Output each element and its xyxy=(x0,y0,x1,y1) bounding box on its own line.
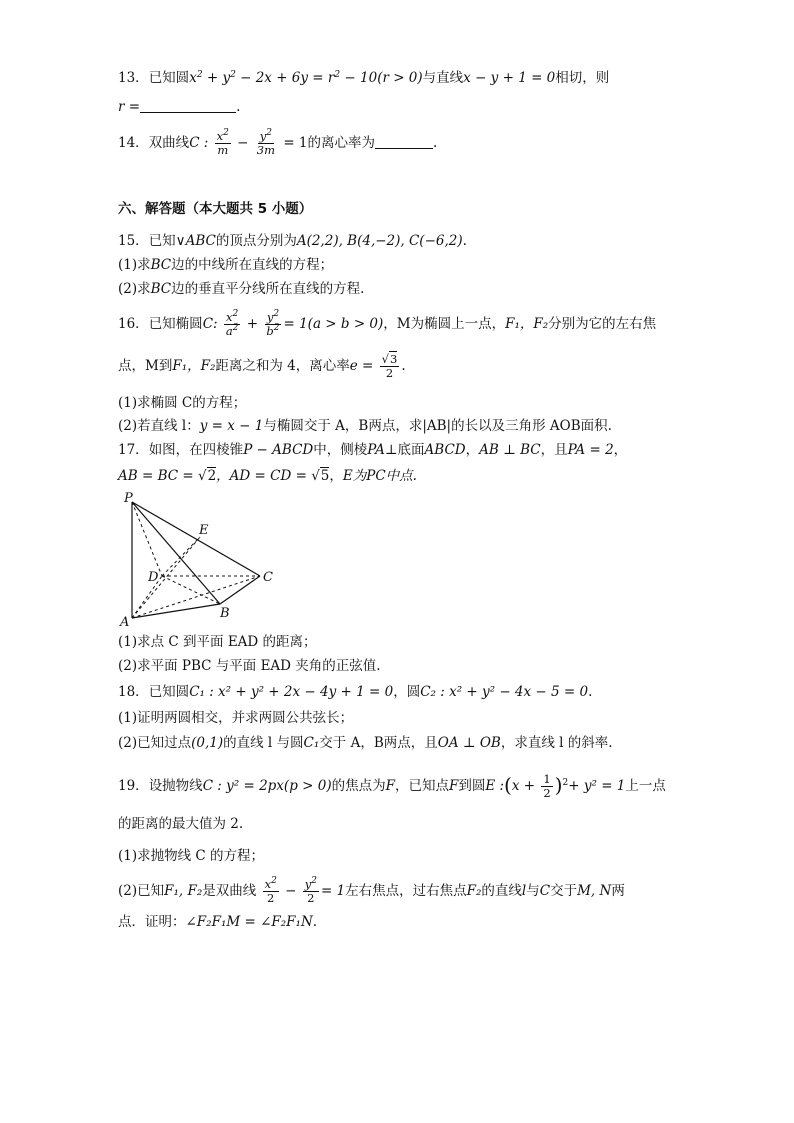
fraction-y2-over-b2: $\frac{y^2}{b^2}$ xyxy=(266,309,280,338)
question-19-line-2: 的距离的最大值为 2. xyxy=(118,816,244,832)
section-title: 六、解答题（本大题共 5 小题） xyxy=(118,201,313,217)
fraction-x2-over-m: $\frac{x^2}{m}$ xyxy=(216,128,229,157)
fraction-x2-over-2: $\frac{x^2}{2}$ xyxy=(264,876,277,905)
question-19: 19．设抛物线C : y² = 2px(p > 0)的焦点为F，已知点F到圆E :(x + $\frac{1}{2}$ )$^2$+ y² = 1上一点 xyxy=(118,772,666,800)
label-P: P xyxy=(124,491,133,506)
label-D: D xyxy=(148,570,159,585)
edge-PC xyxy=(132,502,260,576)
question-16-part-1: (1)求椭圆 C的方程； xyxy=(118,395,247,411)
pyramid-figure xyxy=(116,488,286,630)
fraction-x2-over-a2: $\frac{x^2}{a^2}$ xyxy=(225,309,239,338)
edge-PD xyxy=(132,502,162,576)
question-19-line-3: 点．证明：∠F₂F₁M = ∠F₂F₁N. xyxy=(118,914,318,930)
label-E: E xyxy=(199,523,209,538)
label-C: C xyxy=(263,570,273,585)
question-15-part-1: (1)求BC边的中线所在直线的方程； xyxy=(118,257,334,273)
question-13-answer: r = . xyxy=(118,99,241,115)
question-17: 17．如图，在四棱锥P − ABCD中，侧棱PA⊥底面ABCD，AB ⊥ BC，且PA = 2， xyxy=(118,442,628,458)
question-18-part-1: (1)证明两圆相交，并求两圆公共弦长； xyxy=(118,710,354,726)
question-18-part-2: (2)已知过点(0,1)的直线 l 与圆C₁交于 A，B两点，且OA ⊥ OB，求直线 l 的斜率. xyxy=(118,735,613,751)
question-17-line-2: AB = BC = √2，AD = CD = √5，E为PC中点. xyxy=(118,468,417,484)
question-17-part-1: (1)求点 C 到平面 EAD 的距离； xyxy=(118,634,317,650)
edge-AE xyxy=(132,537,200,618)
question-14: 14．双曲线C : $\frac{x^2}{m}$ − $\frac{y^2}{3m}$ = 1的离心率为 . xyxy=(118,128,438,157)
edge-AB xyxy=(132,604,220,618)
question-19-part-1: (1)求抛物线 C 的方程； xyxy=(118,848,265,864)
edge-BC xyxy=(220,576,260,604)
fraction-y2-over-2: $\frac{y^2}{2}$ xyxy=(304,876,317,905)
fraction-y2-over-3m: $\frac{y^2}{3m}$ xyxy=(256,128,276,157)
answer-blank[interactable] xyxy=(375,134,433,149)
edge-DB xyxy=(162,576,220,604)
label-A: A xyxy=(120,615,130,630)
question-18: 18．已知圆C₁ : x² + y² + 2x − 4y + 1 = 0，圆C₂ : x² + y² − 4x − 5 = 0. xyxy=(118,684,593,700)
question-15: 15．已知∨ABC的顶点分别为A(2,2), B(4,−2), C(−6,2). xyxy=(118,233,467,249)
fraction-sqrt3-over-2: $\frac{√3}{2}$ xyxy=(381,352,398,380)
edge-PB xyxy=(132,502,220,604)
question-19-part-2: (2)已知F₁, F₂是双曲线 $\frac{x^2}{2}$ − $\frac{y^2}{2}$ = 1左右焦点，过右焦点F₂的直线l与C交于M, N两 xyxy=(118,876,625,905)
question-17-part-2: (2)求平面 PBC 与平面 EAD 夹角的正弦值. xyxy=(118,658,381,674)
question-15-part-2: (2)求BC边的垂直平分线所在直线的方程. xyxy=(118,281,365,297)
question-16-part-2: (2)若直线 l：y = x − 1与椭圆交于 A，B两点，求|AB|的长以及三角形 AOB面积. xyxy=(118,418,612,434)
fraction-one-half: $\frac{1}{2}$ xyxy=(543,772,551,800)
question-13: 13．已知圆$x^2 + y^2 - 2x + 6y = r^2 - 10(r > 0)$与直线x − y + 1 = 0相切，则 xyxy=(118,70,610,86)
circle-equation: $x^2 + y^2 - 2x + 6y = r^2 - 10$ xyxy=(189,70,378,86)
label-B: B xyxy=(220,606,230,621)
answer-blank[interactable] xyxy=(140,98,236,113)
question-16-line-2: 点，M到F₁，F₂距离之和为 4，离心率e = $\frac{√3}{2}$ . xyxy=(118,352,406,380)
question-16: 16．已知椭圆C: $\frac{x^2}{a^2}$ + $\frac{y^2}{b^2}$ = 1(a > b > 0)，M为椭圆上一点，F₁，F₂分别为它的左右焦 xyxy=(118,309,657,338)
